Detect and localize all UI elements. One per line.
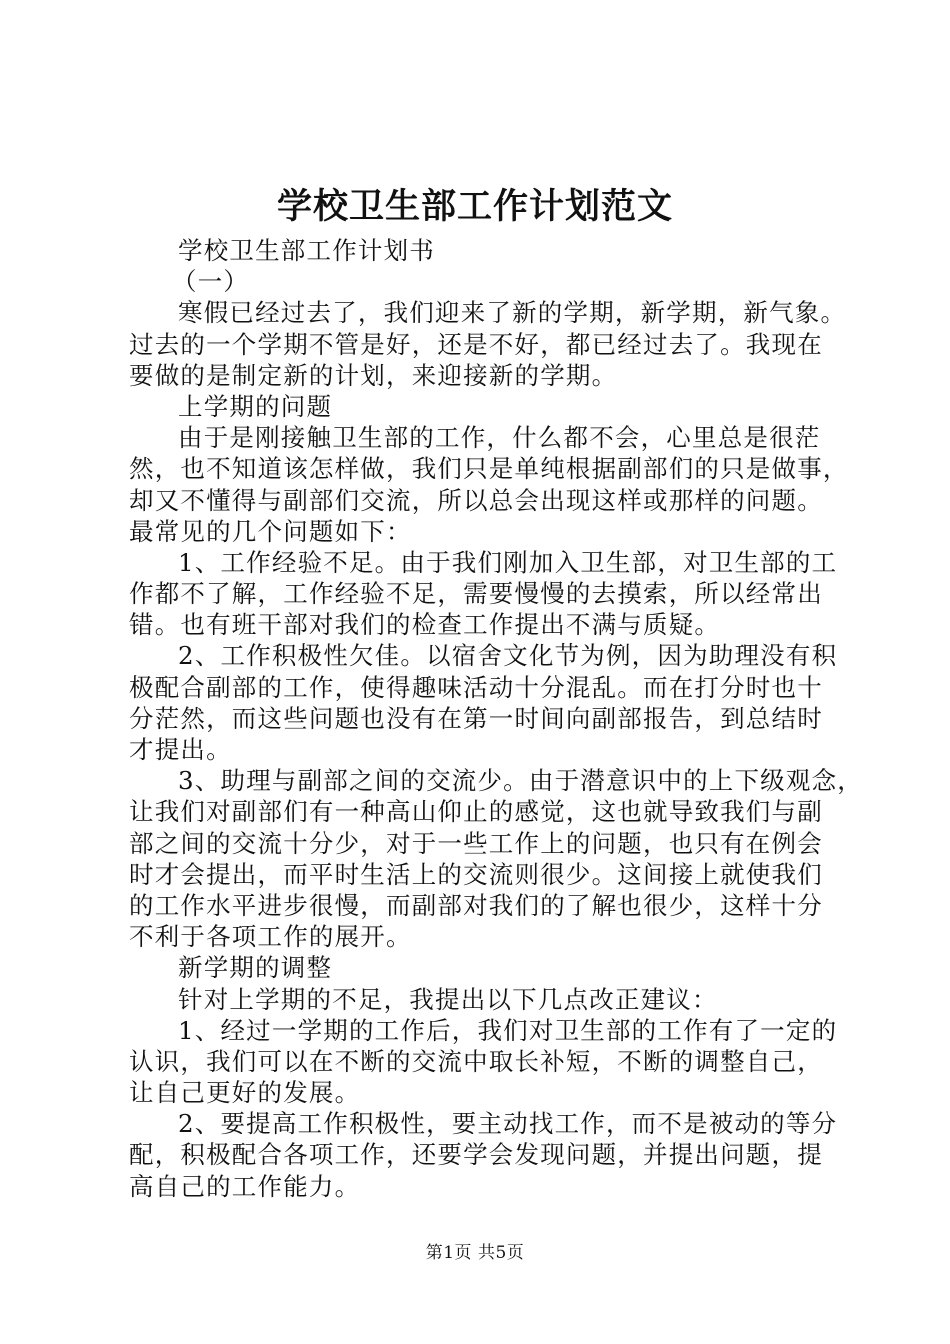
list-item-line: 2、要提高工作积极性，要主动找工作，而不是被动的等分 <box>178 1109 838 1139</box>
list-item-line: 高自己的工作能力。 <box>129 1171 361 1201</box>
paragraph-line: 最常见的几个问题如下： <box>129 516 412 546</box>
list-item-line: 时才会提出，而平时生活上的交流则很少。这间接上就使我们 <box>129 859 823 889</box>
list-item-line: 不利于各项工作的展开。 <box>129 922 412 952</box>
list-item-line: 1、经过一学期的工作后，我们对卫生部的工作有了一定的 <box>178 1015 838 1045</box>
section-heading: 新学期的调整 <box>178 953 333 983</box>
paragraph-line: 要做的是制定新的计划，来迎接新的学期。 <box>129 360 618 390</box>
list-item-line: 2、工作积极性欠佳。以宿舍文化节为例，因为助理没有积 <box>178 641 838 671</box>
paragraph-line: 寒假已经过去了，我们迎来了新的学期，新学期，新气象。 <box>178 298 847 328</box>
paragraph-line: 针对上学期的不足，我提出以下几点改正建议： <box>178 984 718 1014</box>
list-item-line: 分茫然，而这些问题也没有在第一时间向副部报告，到总结时 <box>129 703 823 733</box>
list-item-line: 部之间的交流十分少，对于一些工作上的问题，也只有在例会 <box>129 828 823 858</box>
list-item-line: 1、工作经验不足。由于我们刚加入卫生部，对卫生部的工 <box>178 547 838 577</box>
list-item-line: 认识，我们可以在不断的交流中取长补短，不断的调整自己， <box>129 1046 823 1076</box>
paragraph-line: 由于是刚接触卫生部的工作，什么都不会，心里总是很茫 <box>178 423 821 453</box>
list-item-line: 让我们对副部们有一种高山仰止的感觉，这也就导致我们与副 <box>129 797 823 827</box>
list-item-line: 让自己更好的发展。 <box>129 1078 361 1108</box>
list-item-line: 的工作水平进步很慢，而副部对我们的了解也很少，这样十分 <box>129 890 823 920</box>
paragraph-line: 却又不懂得与副部们交流，所以总会出现这样或那样的问题。 <box>129 485 823 515</box>
section-number: （一） <box>172 267 250 297</box>
document-title: 学校卫生部工作计划范文 <box>276 186 673 227</box>
list-item-line: 错。也有班干部对我们的检查工作提出不满与质疑。 <box>129 610 721 640</box>
section-heading: 上学期的问题 <box>178 391 333 421</box>
list-item-line: 才提出。 <box>129 735 232 764</box>
list-item-line: 3、助理与副部之间的交流少。由于潜意识中的上下级观念， <box>178 766 863 796</box>
subtitle-line: 学校卫生部工作计划书 <box>178 236 435 265</box>
page-footer: 第1页 共5页 <box>425 1243 525 1263</box>
list-item-line: 配，积极配合各项工作，还要学会发现问题，并提出问题，提 <box>129 1140 823 1170</box>
paragraph-line: 然，也不知道该怎样做，我们只是单纯根据副部们的只是做事， <box>129 454 849 484</box>
list-item-line: 作都不了解，工作经验不足，需要慢慢的去摸索，所以经常出 <box>129 579 823 609</box>
list-item-line: 极配合副部的工作，使得趣味活动十分混乱。而在打分时也十 <box>129 672 823 702</box>
paragraph-line: 过去的一个学期不管是好，还是不好，都已经过去了。我现在 <box>129 329 823 359</box>
document-body <box>129 235 863 1202</box>
